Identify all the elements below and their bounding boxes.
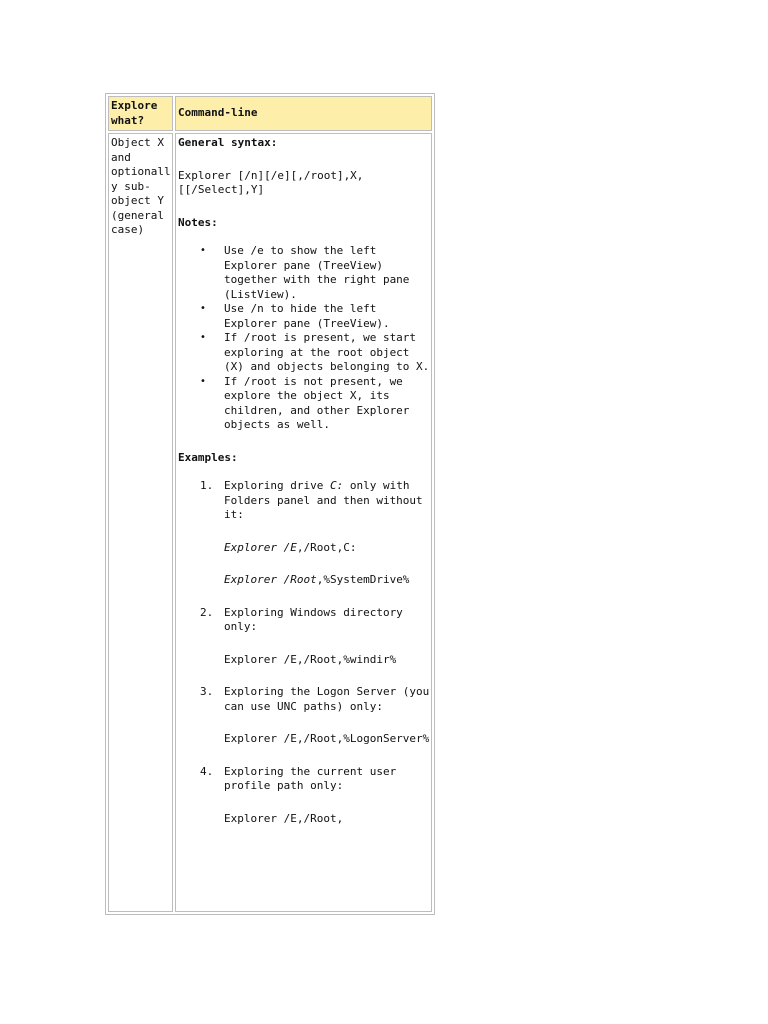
example-command-rest: ,/Root,C: — [296, 540, 357, 554]
example-command: Explorer /E,/Root,%windir% — [224, 652, 397, 666]
notes-heading: Notes: — [178, 215, 218, 229]
syntax-text: Explorer [/n][/e][,/root],X,[[/Select],Y] — [178, 168, 364, 196]
example-command — [224, 541, 430, 556]
example-command-rest: ,%SystemDrive% — [316, 573, 410, 586]
list-item — [200, 479, 430, 588]
example-description — [224, 479, 430, 523]
table-header-row — [108, 96, 432, 131]
example-number: 2. — [200, 605, 214, 619]
example-description: Exploring the Logon Server (you can use UNC paths) only: — [224, 685, 430, 713]
example-number: 3. — [200, 685, 214, 698]
example-command: Explorer /E,/Root, — [224, 811, 344, 825]
examples-list — [178, 479, 430, 826]
list-item: • If /root is present, we start exploring at the root object (X) and objects belonging to X. — [224, 331, 430, 375]
row-subject-cell: Object X and optionally sub-object Y (general case) — [108, 133, 173, 912]
notes-list — [178, 244, 430, 433]
example-command: Explorer /E,/Root,%LogonServer% — [224, 732, 430, 745]
list-item — [200, 685, 430, 747]
example-command-em: Explorer /E — [224, 540, 297, 554]
header-explore-what: Explore what? — [108, 96, 173, 131]
list-item: • Use /n to hide the left Explorer pane (TreeView). — [224, 302, 430, 331]
example-command-em: Explorer /Root — [224, 573, 317, 586]
example-description: Exploring the current user profile path only: — [224, 764, 397, 792]
table-row — [108, 133, 432, 912]
example-command — [224, 573, 430, 588]
example-desc-text: Exploring drive — [224, 479, 330, 492]
list-item — [200, 764, 430, 827]
example-number: 4. — [200, 764, 214, 778]
list-item: • If /root is not present, we explore the object X, its children, and other Explorer objects as well. — [224, 375, 430, 433]
examples-heading: Examples: — [178, 450, 238, 464]
row-command-cell — [175, 133, 432, 912]
syntax-heading: General syntax: — [178, 136, 278, 149]
list-item: • Use /e to show the left Explorer pane (TreeView) together with the right pane (ListView). — [224, 244, 430, 302]
example-desc-text: only with Folders panel and then without it: — [224, 479, 423, 521]
example-description: Exploring Windows directory only: — [224, 605, 403, 633]
example-number: 1. — [200, 479, 214, 492]
list-item — [200, 605, 430, 668]
header-command-line: Command-line — [175, 96, 432, 131]
explorer-command-table — [105, 93, 435, 915]
example-desc-drive: C: — [329, 479, 344, 492]
